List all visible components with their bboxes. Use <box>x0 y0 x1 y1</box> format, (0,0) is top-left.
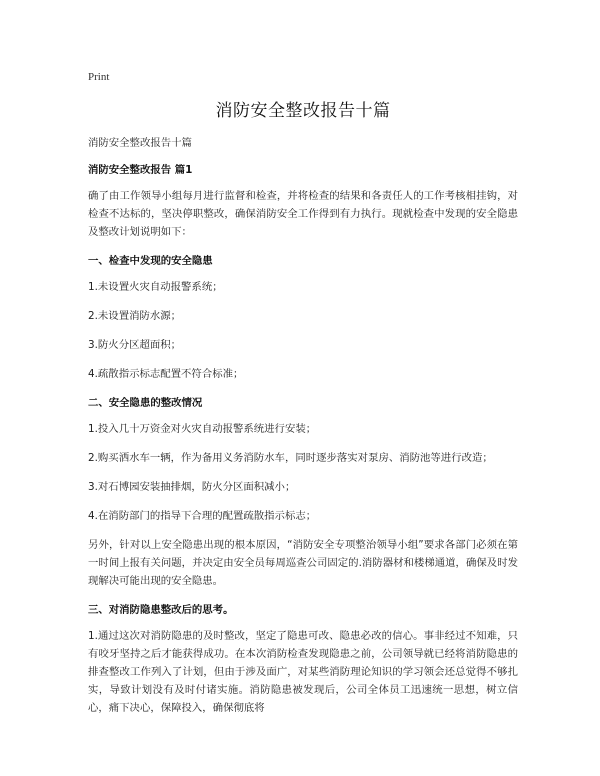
page-title: 消防安全整改报告十篇 <box>215 101 391 121</box>
print-link[interactable]: Print <box>88 71 110 83</box>
list-item: 3.防火分区超面积； <box>88 339 182 351</box>
document-subtitle: 消防安全整改报告十篇 <box>88 137 192 149</box>
heading-hazards-found: 一、检查中发现的安全隐患 <box>88 255 213 267</box>
list-item: 4.疏散指示标志配置不符合标准； <box>88 368 244 380</box>
list-item: 3.对石博园安装抽排烟，防火分区面积减小； <box>88 481 296 493</box>
section-title: 消防安全整改报告 篇1 <box>88 164 193 176</box>
list-item: 2.购买洒水车一辆，作为备用义务消防水车，同时逐步落实对泵房、消防池等进行改造； <box>88 452 493 464</box>
document-body <box>88 134 518 728</box>
rectification-paragraph: 另外，针对以上安全隐患出现的根本原因，“消防安全专项整治领导小组”要求各部门必须在第一时间上报有关问题，并决定由安全员每周巡查公司固定的.消防器材和楼梯通道，确保及时发现解决可能出现的安全隐患。 <box>88 539 518 587</box>
list-item: 2.未设置消防水源； <box>88 310 182 322</box>
intro-paragraph: 确了由工作领导小组每月进行监督和检查，并将检查的结果和各责任人的工作考核相挂钩，对检查不达标的，坚决停职整改，确保消防安全工作得到有力执行。现就检查中发现的安全隐患及整改计划说明如下： <box>88 190 518 238</box>
list-item: 1.未设置火灾自动报警系统； <box>88 281 223 293</box>
heading-rectification: 二、安全隐患的整改情况 <box>88 397 203 409</box>
heading-reflection: 三、对消防隐患整改后的思考。 <box>88 604 234 616</box>
reflection-paragraph: 1.通过这次对消防隐患的及时整改，坚定了隐患可改、隐患必改的信心。事非经过不知难，只有咬牙坚持之后才能获得成功。在本次消防检查发现隐患之前，公司领导就已经将消防隐患的排查整改工作列入了计划，但由于涉及面广，对某些消防理论知识的学习领会还总觉得不够扎实，导致计划没有及时付诸实施。消防隐患被发现后，公司全体员工迅速统一思想，树立信心，痛下决心，保障投入，确保彻底将 <box>88 630 518 714</box>
list-item: 4.在消防部门的指导下合理的配置疏散指示标志； <box>88 510 317 522</box>
list-item: 1.投入几十万资金对火灾自动报警系统进行安装； <box>88 423 317 435</box>
